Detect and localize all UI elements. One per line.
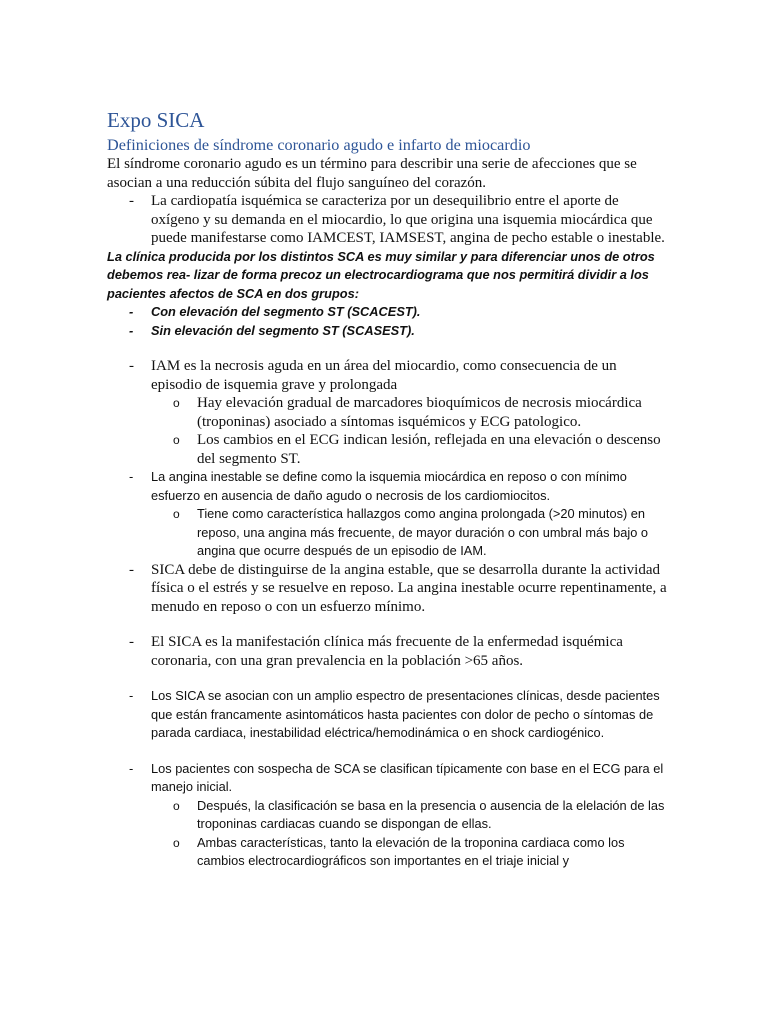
list-item bbox=[107, 633, 667, 670]
circle-bullet: o bbox=[173, 433, 180, 447]
dash-bullet: - bbox=[129, 193, 134, 209]
circle-bullet: o bbox=[173, 798, 180, 813]
list-item-text: El SICA es la manifestación clínica más frecuente de la enfermedad isquémica coronaria, con una gran prevalencia en la población >65 años. bbox=[151, 634, 623, 669]
list-item-text: Los pacientes con sospecha de SCA se clasifican típicamente con base en el ECG para el manejo inicial. bbox=[151, 760, 664, 794]
doc-subtitle: Definiciones de síndrome coronario agudo e infarto de miocardio bbox=[107, 136, 531, 154]
list-item-text: SICA debe de distinguirse de la angina estable, que se desarrolla durante la actividad física o el estrés y se resuelve en reposo. La angina inestable ocurre repentinamente, a menudo en reposo o con un esfuerzo mínimo. bbox=[151, 561, 667, 615]
sub-item-text: Hay elevación gradual de marcadores bioquímicos de necrosis miocárdica (troponinas) asociado a síntomas isquémicos y ECG patologico. bbox=[197, 395, 642, 430]
list-item bbox=[107, 357, 667, 394]
sub-list-item bbox=[107, 394, 667, 431]
list-item bbox=[107, 192, 667, 248]
dash-bullet: - bbox=[129, 561, 134, 578]
list-item bbox=[107, 303, 667, 322]
sub-item-text: Los cambios en el ECG indican lesión, reflejada en una elevación o descenso del segmento ST. bbox=[197, 432, 661, 467]
circle-bullet: o bbox=[173, 835, 180, 850]
bold-paragraph: La clínica producida por los distintos SCA es muy similar y para diferenciar unos de otros debemos rea- lizar de forma precoz un electrocardiograma que nos permitirá dividir a los pacientes afectos de SCA en dos grupos: bbox=[107, 248, 655, 301]
list-item-text: Con elevación del segmento ST (SCACEST). bbox=[151, 304, 421, 319]
dash-bullet: - bbox=[129, 634, 134, 650]
sub-item-text: Tiene como característica hallazgos como angina prolongada (>20 minutos) en reposo, una angina más frecuente, de mayor duración o con umbral más bajo o angina que ocurre después de un episodio de IAM. bbox=[197, 506, 648, 558]
dash-bullet: - bbox=[129, 322, 134, 338]
sub-list-item bbox=[107, 431, 667, 468]
dash-bullet: - bbox=[129, 358, 134, 374]
list-item bbox=[107, 760, 667, 797]
list-item-text: La angina inestable se define como la isquemia miocárdica en reposo o con mínimo esfuerzo en ausencia de daño agudo o necrosis de los cardiomiocitos. bbox=[151, 469, 627, 503]
list-item-text: IAM es la necrosis aguda en un área del miocardio, como consecuencia de un episodio de isquemia grave y prolongada bbox=[151, 358, 617, 393]
list-item-text: Sin elevación del segmento ST (SCASEST). bbox=[151, 322, 415, 338]
list-item-text: La cardiopatía isquémica se caracteriza por un desequilibrio entre el aporte de oxígeno y su demanda en el miocardio, lo que origina una isquemia miocárdica que puede manifestarse como IAMCEST, IAMSEST, angina de pecho estable o inestable. bbox=[151, 193, 665, 246]
sub-list-item bbox=[107, 797, 667, 834]
intro-paragraph: El síndrome coronario agudo es un término para describir una serie de afecciones que se asocian a una reducción súbita del flujo sanguíneo del corazón. bbox=[107, 156, 637, 191]
dash-bullet: - bbox=[129, 469, 134, 484]
list-item bbox=[107, 561, 667, 617]
doc-title: Expo SICA bbox=[107, 108, 205, 132]
circle-bullet: o bbox=[173, 396, 180, 410]
circle-bullet: o bbox=[173, 507, 180, 521]
dash-bullet: - bbox=[129, 304, 134, 319]
list-item bbox=[107, 468, 667, 505]
sub-list-item bbox=[107, 834, 667, 871]
dash-bullet: - bbox=[129, 688, 134, 703]
document-page bbox=[107, 108, 667, 871]
list-item bbox=[107, 687, 667, 743]
list-item-text: Los SICA se asocian con un amplio espectro de presentaciones clínicas, desde pacientes que están francamente asintomáticos hasta pacientes con dolor de pecho o síntomas de parada cardiaca, inestabilidad eléctrica/hemodinámica o en shock cardiogénico. bbox=[151, 688, 660, 740]
sub-item-text: Después, la clasificación se basa en la presencia o ausencia de la elelación de las troponinas cardiacas cuando se dispongan de ellas. bbox=[197, 797, 665, 831]
sub-list-item bbox=[107, 505, 667, 561]
sub-item-text: Ambas características, tanto la elevación de la troponina cardiaca como los cambios electrocardiográficos son importantes en el triaje inicial y bbox=[197, 834, 625, 868]
dash-bullet: - bbox=[129, 760, 134, 776]
list-item bbox=[107, 322, 667, 341]
